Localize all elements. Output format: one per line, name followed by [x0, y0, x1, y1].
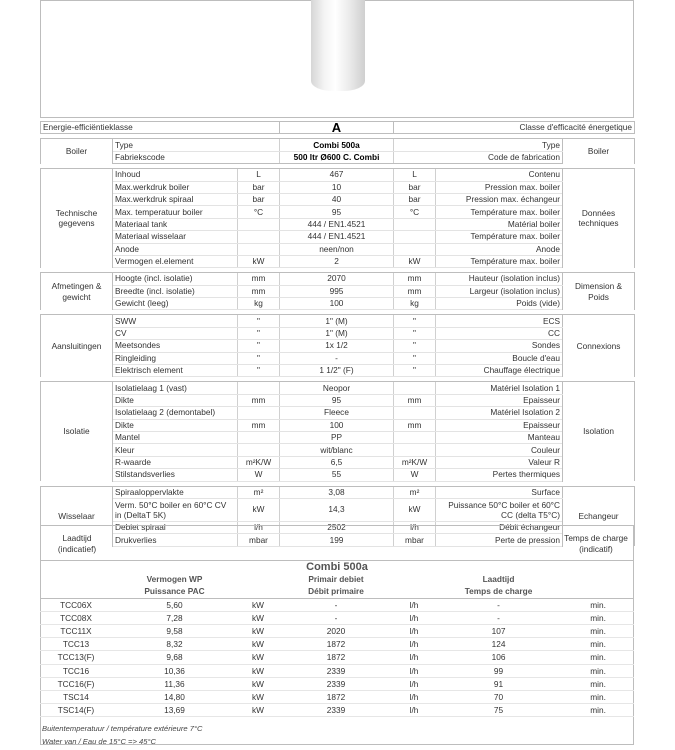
row-unit-fr: mbar [394, 534, 436, 546]
spacer [40, 561, 112, 574]
row-unit-nl: " [238, 352, 280, 364]
header-flow: Débit primaire [308, 586, 364, 597]
row-unit-nl: l/h [238, 521, 280, 533]
row-value: 100 [280, 419, 394, 431]
spec-table [40, 121, 635, 547]
power-unit: kW [252, 691, 264, 702]
energy-class-row [41, 122, 635, 134]
loadtime-row [40, 598, 634, 611]
spec-row [41, 394, 635, 406]
row-label-nl: Max. temperatuur boiler [113, 206, 238, 218]
flow-value: 2020 [326, 626, 346, 637]
row-unit-nl: kW [238, 255, 280, 267]
row-label-fr: Chauffage électrique [436, 365, 563, 377]
spec-row [41, 431, 635, 443]
flow-unit: l/h [409, 678, 419, 689]
row-unit-nl [238, 218, 280, 230]
power-value: 14,80 [164, 691, 185, 702]
group-label-fr: Isolation [563, 382, 635, 481]
row-label-fr: Température max. boiler [436, 206, 563, 218]
time-unit: min. [590, 705, 606, 716]
row-unit-nl: bar [238, 193, 280, 205]
row-label-nl: Materiaal wisselaar [113, 231, 238, 243]
model-name: TSC14 [63, 691, 89, 702]
row-label-fr: Type [394, 139, 563, 151]
flow-unit: l/h [409, 705, 419, 716]
row-label-fr: Boucle d'eau [436, 352, 563, 364]
flow-unit: l/h [409, 599, 419, 610]
row-label-fr: Epaisseur [436, 419, 563, 431]
row-value: neen/non [280, 243, 394, 255]
energy-label-nl: Energie-efficiëntieklasse [41, 122, 280, 134]
power-value: 7,28 [166, 612, 183, 623]
row-label-fr: Matériel Isolation 1 [436, 382, 563, 394]
row-label-fr: Matériel Isolation 2 [436, 407, 563, 419]
row-unit-fr: L [394, 169, 436, 181]
group-label-fr: Echangeur [563, 486, 635, 546]
spec-row [41, 285, 635, 297]
loadtime-title: Combi 500a [306, 561, 368, 574]
spacer [562, 573, 634, 585]
power-value: 9,58 [166, 626, 183, 637]
spec-row [41, 231, 635, 243]
time-unit: min. [590, 639, 606, 650]
row-value: 2502 [280, 521, 394, 533]
row-label-fr: Puissance 50°C boiler et 60°C CC (delta T5°C) [436, 498, 563, 521]
row-label-fr: Pression max. boiler [436, 181, 563, 193]
spacer [562, 561, 634, 574]
row-label-nl: Kleur [113, 444, 238, 456]
row-value: 444 / EN1.4521 [280, 231, 394, 243]
row-label-nl: Isolatielaag 1 (vast) [113, 382, 238, 394]
power-unit: kW [252, 612, 264, 623]
row-label-nl: Type [113, 139, 280, 151]
model-name: TCC06X [60, 599, 92, 610]
row-unit-nl: kg [238, 298, 280, 310]
spec-row [41, 315, 635, 327]
model-name: TSC14(F) [57, 705, 95, 716]
flow-value: 2339 [326, 665, 346, 676]
power-value: 10,36 [164, 665, 185, 676]
row-label-nl: Ringleiding [113, 352, 238, 364]
row-unit-fr: " [394, 340, 436, 352]
row-value: 10 [280, 181, 394, 193]
time-value: - [497, 599, 500, 610]
flow-unit: l/h [409, 652, 419, 663]
row-unit-nl [238, 431, 280, 443]
row-label-fr: Epaisseur [436, 394, 563, 406]
loadtime-row [40, 664, 634, 677]
row-label-nl: Materiaal tank [113, 218, 238, 230]
spec-row [41, 456, 635, 468]
row-label-fr: Perte de pression [436, 534, 563, 546]
row-value: Neopor [280, 382, 394, 394]
row-unit-nl: L [238, 169, 280, 181]
flow-unit: l/h [409, 691, 419, 702]
footer-note-temperature: Buitentemperatuur / température extérieure 7°C [42, 724, 203, 733]
time-unit: min. [590, 665, 606, 676]
row-label-nl: Gewicht (leeg) [113, 298, 238, 310]
power-unit: kW [252, 639, 264, 650]
header-time: Laadtijd [482, 574, 515, 585]
power-value: 9,68 [166, 652, 183, 663]
row-unit-nl: " [238, 365, 280, 377]
row-label-fr: Pertes thermiques [436, 469, 563, 481]
boiler-row [41, 139, 635, 151]
row-label-nl: Debiet spiraal [113, 521, 238, 533]
row-value: 2 [280, 255, 394, 267]
time-unit: min. [590, 612, 606, 623]
row-unit-fr: mm [394, 285, 436, 297]
row-label-nl: Hoogte (incl. isolatie) [113, 273, 238, 285]
row-value: wit/blanc [280, 444, 394, 456]
row-unit-fr: mm [394, 394, 436, 406]
model-name: TCC13 [62, 639, 90, 650]
group-label-nl: Afmetingen & gewicht [41, 273, 113, 310]
time-value: 70 [493, 691, 504, 702]
loadtime-row [40, 638, 634, 651]
boiler-row [41, 151, 635, 163]
row-label-fr: Contenu [436, 169, 563, 181]
time-unit: min. [590, 691, 606, 702]
row-unit-nl: kW [238, 498, 280, 521]
loadtime-table [40, 560, 634, 717]
row-unit-nl [238, 243, 280, 255]
row-label-fr: Manteau [436, 431, 563, 443]
row-label-nl: Anode [113, 243, 238, 255]
time-unit: min. [590, 652, 606, 663]
spacer [237, 585, 279, 598]
spec-row [41, 340, 635, 352]
spec-row [41, 255, 635, 267]
spec-row [41, 206, 635, 218]
loadtime-row [40, 690, 634, 703]
model-name: TCC11X [60, 626, 92, 637]
row-label-fr: Hauteur (isolation inclus) [436, 273, 563, 285]
row-unit-fr: " [394, 352, 436, 364]
power-value: 5,60 [166, 599, 183, 610]
row-unit-fr: °C [394, 206, 436, 218]
group-label-nl: Isolatie [41, 382, 113, 481]
power-value: 11,36 [164, 678, 185, 689]
row-label-fr: Température max. boiler [436, 255, 563, 267]
model-name: TCC16(F) [57, 678, 95, 689]
row-value: 444 / EN1.4521 [280, 218, 394, 230]
row-label-fr: Débit échangeur [436, 521, 563, 533]
row-unit-nl [238, 382, 280, 394]
group-label-nl: Boiler [41, 139, 113, 164]
row-unit-fr: W [394, 469, 436, 481]
spacer [393, 573, 435, 585]
row-unit-fr [394, 407, 436, 419]
row-label-fr: Code de fabrication [394, 151, 563, 163]
energy-class-value: A [280, 122, 394, 134]
row-unit-fr: bar [394, 193, 436, 205]
loadtime-label-nl: Laadtijd (indicatief) [57, 533, 97, 554]
row-unit-nl: " [238, 340, 280, 352]
loadtime-label-fr: Temps de charge (indicatif) [564, 533, 628, 554]
row-label-nl: Dikte [113, 419, 238, 431]
row-value: 95 [280, 206, 394, 218]
row-label-fr: CC [436, 327, 563, 339]
loadtime-row [40, 704, 634, 717]
spec-row [41, 419, 635, 431]
row-label-fr: Matérial boiler [436, 218, 563, 230]
row-label-nl: Max.werkdruk boiler [113, 181, 238, 193]
time-value: 91 [493, 678, 504, 689]
row-unit-nl: bar [238, 181, 280, 193]
spec-row [41, 444, 635, 456]
row-unit-nl: mm [238, 285, 280, 297]
spec-row [41, 382, 635, 394]
row-label-nl: R-waarde [113, 456, 238, 468]
row-unit-nl: mm [238, 273, 280, 285]
row-label-nl: Verm. 50°C boiler en 60°C CV in (DeltaT 5K) [113, 498, 238, 521]
power-value: 8,32 [166, 639, 183, 650]
row-label-nl: CV [113, 327, 238, 339]
row-unit-nl: mm [238, 394, 280, 406]
row-value: 500 ltr Ø600 C. Combi [280, 151, 394, 163]
row-value: Combi 500a [280, 139, 394, 151]
spec-row [41, 469, 635, 481]
spec-row [41, 181, 635, 193]
spec-row [41, 407, 635, 419]
row-value: 1x 1/2 [280, 340, 394, 352]
row-label-fr: Pression max. échangeur [436, 193, 563, 205]
row-value: 3,08 [280, 486, 394, 498]
group-label-nl: Aansluitingen [41, 315, 113, 377]
row-label-nl: Vermogen el.element [113, 255, 238, 267]
group-label-fr: Boiler [563, 139, 635, 164]
model-name: TCC16 [62, 665, 90, 676]
time-value: 106 [491, 652, 506, 663]
row-unit-nl: m² [238, 486, 280, 498]
time-value: 75 [493, 705, 504, 716]
row-label-nl: SWW [113, 315, 238, 327]
row-unit-fr: mm [394, 273, 436, 285]
row-unit-nl [238, 444, 280, 456]
row-unit-nl: mm [238, 419, 280, 431]
group-label-fr: Données techniques [563, 169, 635, 268]
product-image-frame [40, 0, 634, 118]
row-value: 6,5 [280, 456, 394, 468]
row-unit-fr [394, 431, 436, 443]
row-unit-fr: bar [394, 181, 436, 193]
row-unit-nl [238, 407, 280, 419]
row-unit-fr [394, 218, 436, 230]
row-value: 2070 [280, 273, 394, 285]
row-value: 467 [280, 169, 394, 181]
power-unit: kW [252, 599, 264, 610]
flow-value: 1872 [326, 652, 346, 663]
row-unit-fr [394, 231, 436, 243]
spacer [40, 573, 112, 585]
row-unit-fr [394, 444, 436, 456]
row-unit-nl: " [238, 327, 280, 339]
row-unit-nl: mbar [238, 534, 280, 546]
row-value: PP [280, 431, 394, 443]
model-name: TCC13(F) [57, 652, 95, 663]
loadtime-row [40, 624, 634, 637]
flow-value: - [334, 612, 338, 623]
spec-row [41, 352, 635, 364]
loadtime-row [40, 651, 634, 664]
row-value: 199 [280, 534, 394, 546]
header-power: Puissance PAC [144, 586, 205, 597]
row-unit-nl [238, 231, 280, 243]
row-unit-fr: " [394, 315, 436, 327]
row-label-nl: Elektrisch element [113, 365, 238, 377]
group-label-fr: Connexions [563, 315, 635, 377]
time-unit: min. [590, 678, 606, 689]
row-value: 95 [280, 394, 394, 406]
header-time: Temps de charge [464, 586, 533, 597]
row-unit-fr [394, 382, 436, 394]
row-unit-fr: m² [394, 486, 436, 498]
group-label-fr: Dimension & Poids [563, 273, 635, 310]
row-label-nl: Fabriekscode [113, 151, 280, 163]
row-unit-nl: W [238, 469, 280, 481]
row-value: 1" (M) [280, 327, 394, 339]
spec-row [41, 298, 635, 310]
row-value: 1" (M) [280, 315, 394, 327]
loadtime-row [40, 611, 634, 624]
row-value: 55 [280, 469, 394, 481]
spec-row [41, 498, 635, 521]
spec-row [41, 243, 635, 255]
row-unit-fr: " [394, 327, 436, 339]
row-label-fr: Valeur R [436, 456, 563, 468]
spec-row [41, 486, 635, 498]
row-label-fr: Sondes [436, 340, 563, 352]
loadtime-header-row [40, 573, 634, 585]
spacer [40, 585, 112, 598]
row-label-fr: Couleur [436, 444, 563, 456]
row-unit-nl: °C [238, 206, 280, 218]
time-value: 99 [493, 665, 504, 676]
spacer [562, 585, 634, 598]
flow-value: 1872 [326, 639, 346, 650]
time-value: - [497, 612, 500, 623]
row-unit-fr: l/h [394, 521, 436, 533]
row-value: 1 1/2" (F) [280, 365, 394, 377]
time-unit: min. [590, 626, 606, 637]
spec-row [41, 273, 635, 285]
row-label-fr: Poids (vide) [436, 298, 563, 310]
row-label-nl: Dikte [113, 394, 238, 406]
spacer [237, 573, 279, 585]
group-label-nl: Wisselaar [41, 486, 113, 546]
spacer [393, 585, 435, 598]
flow-value: 2339 [326, 678, 346, 689]
row-unit-fr: kg [394, 298, 436, 310]
spec-row [41, 365, 635, 377]
row-unit-fr: m²K/W [394, 456, 436, 468]
row-label-nl: Isolatielaag 2 (demontabel) [113, 407, 238, 419]
row-value: 40 [280, 193, 394, 205]
row-label-fr: Surface [436, 486, 563, 498]
power-unit: kW [252, 626, 264, 637]
time-value: 124 [491, 639, 506, 650]
spec-row [41, 218, 635, 230]
row-unit-nl: " [238, 315, 280, 327]
flow-value: 1872 [326, 691, 346, 702]
spec-row [41, 169, 635, 181]
row-value: 100 [280, 298, 394, 310]
boiler-tank-image [311, 0, 365, 91]
row-label-nl: Inhoud [113, 169, 238, 181]
row-value: 995 [280, 285, 394, 297]
power-unit: kW [252, 678, 264, 689]
flow-unit: l/h [409, 639, 419, 650]
power-unit: kW [252, 652, 264, 663]
energy-label-fr: Classe d'efficacité énergetique [394, 122, 635, 134]
row-unit-fr: mm [394, 419, 436, 431]
header-power: Vermogen WP [146, 574, 203, 585]
flow-unit: l/h [409, 612, 419, 623]
flow-unit: l/h [409, 665, 419, 676]
row-label-fr: ECS [436, 315, 563, 327]
row-label-nl: Max.werkdruk spiraal [113, 193, 238, 205]
row-unit-fr: " [394, 365, 436, 377]
row-unit-fr [394, 243, 436, 255]
row-unit-fr: kW [394, 498, 436, 521]
row-label-nl: Meetsondes [113, 340, 238, 352]
row-value: - [280, 352, 394, 364]
spec-row [41, 327, 635, 339]
time-value: 107 [491, 626, 506, 637]
row-label-nl: Spiraaloppervlakte [113, 486, 238, 498]
row-label-nl: Stilstandsverlies [113, 469, 238, 481]
row-unit-fr: kW [394, 255, 436, 267]
row-label-nl: Mantel [113, 431, 238, 443]
header-flow: Primair debiet [308, 574, 364, 585]
row-label-fr: Largeur (isolation inclus) [436, 285, 563, 297]
row-unit-nl: m²K/W [238, 456, 280, 468]
loadtime-row [40, 677, 634, 690]
row-label-nl: Breedte (incl. isolatie) [113, 285, 238, 297]
loadtime-title-row [40, 561, 634, 574]
row-value: 14,3 [280, 498, 394, 521]
power-unit: kW [252, 665, 264, 676]
flow-value: - [334, 599, 338, 610]
row-label-nl: Drukverlies [113, 534, 238, 546]
row-label-fr: Température max. boiler [436, 231, 563, 243]
time-unit: min. [590, 599, 606, 610]
loadtime-header-row [40, 585, 634, 598]
model-name: TCC08X [60, 612, 92, 623]
footer-note-water: Water van / Eau de 15°C => 45°C [42, 737, 156, 746]
row-label-fr: Anode [436, 243, 563, 255]
power-value: 13,69 [164, 705, 185, 716]
power-unit: kW [252, 705, 264, 716]
group-label-nl: Technische gegevens [41, 169, 113, 268]
spec-row [41, 193, 635, 205]
row-value: Fleece [280, 407, 394, 419]
flow-value: 2339 [326, 705, 346, 716]
flow-unit: l/h [409, 626, 419, 637]
